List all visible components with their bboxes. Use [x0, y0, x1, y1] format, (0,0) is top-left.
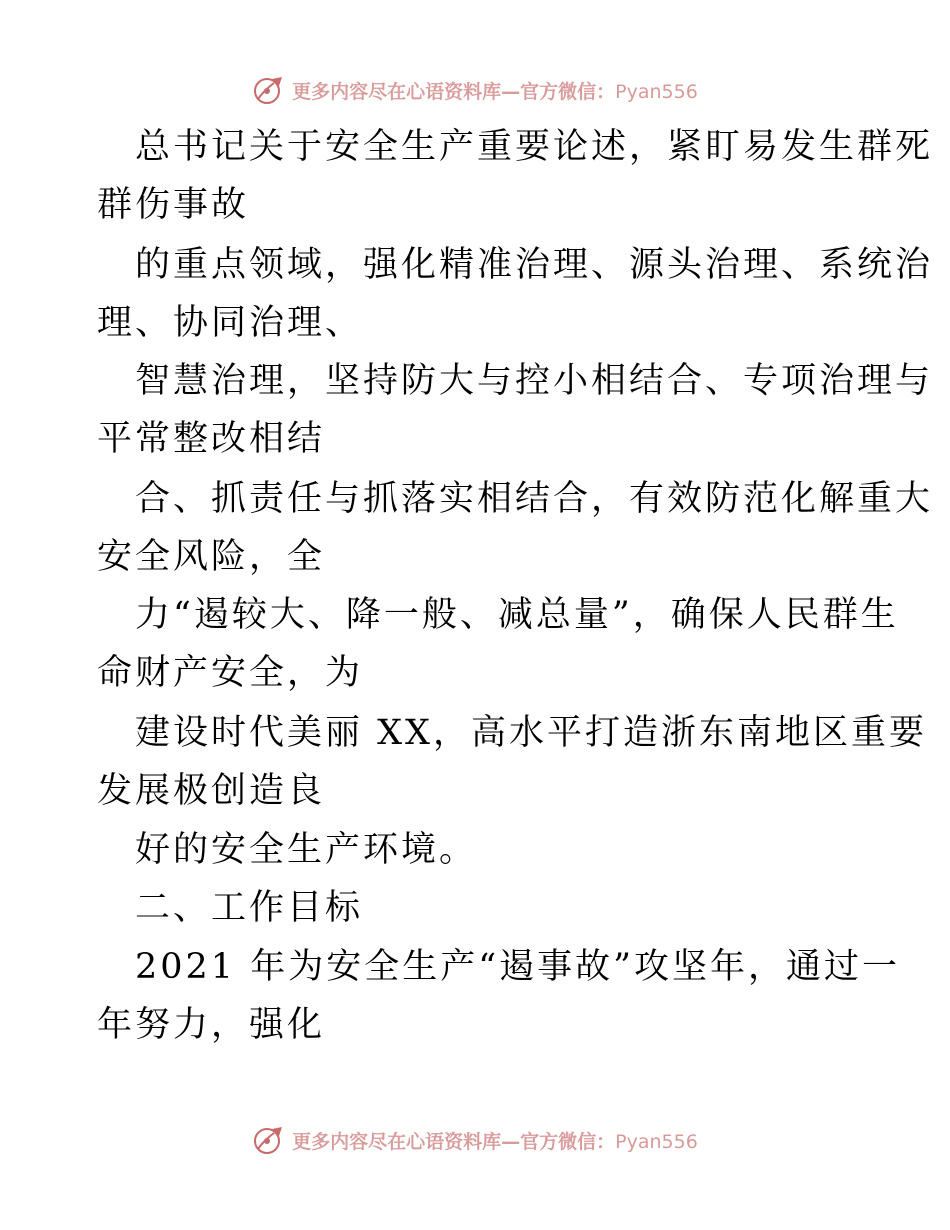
header-watermark	[0, 70, 950, 110]
text-line: 力“遏较大、降一般、减总量”，确保人民群生	[135, 595, 899, 635]
text-line: 群伤事故	[97, 185, 250, 225]
text-line: 命财产安全，为	[97, 653, 364, 693]
text-line: 智慧治理，坚持防大与控小相结合、专项治理与	[135, 361, 934, 401]
text-line: 安全风险，全	[97, 537, 326, 577]
text-line: 好的安全生产环境。	[135, 830, 478, 870]
watermark-wechat-id: Pyan556	[615, 80, 698, 103]
text-line: 发展极创造良	[97, 771, 326, 811]
watermark-text: 更多内容尽在心语资料库—官方微信：Pyan556	[292, 1130, 698, 1153]
watermark-text: 更多内容尽在心语资料库—官方微信：Pyan556	[292, 80, 698, 103]
text-line: 建设时代美丽 XX，高水平打造浙东南地区重要	[135, 713, 927, 753]
text-line: 平常整改相结	[97, 419, 326, 459]
section-heading: 二、工作目标	[135, 888, 364, 928]
text-line: 的重点领域，强化精准治理、源头治理、系统治	[135, 245, 934, 285]
text-line: 总书记关于安全生产重要论述，紧盯易发生群死	[135, 127, 934, 167]
text-line: 合、抓责任与抓落实相结合，有效防范化解重大	[135, 479, 934, 519]
pen-logo-icon	[252, 73, 286, 107]
pen-logo-icon	[252, 1123, 286, 1157]
watermark-wechat-id: Pyan556	[615, 1130, 698, 1153]
text-line: 年努力，强化	[97, 1005, 326, 1045]
text-line: 理、协同治理、	[97, 303, 364, 343]
text-line: 2021 年为安全生产“遏事故”攻坚年，通过一	[135, 947, 900, 987]
footer-watermark	[0, 1120, 950, 1160]
